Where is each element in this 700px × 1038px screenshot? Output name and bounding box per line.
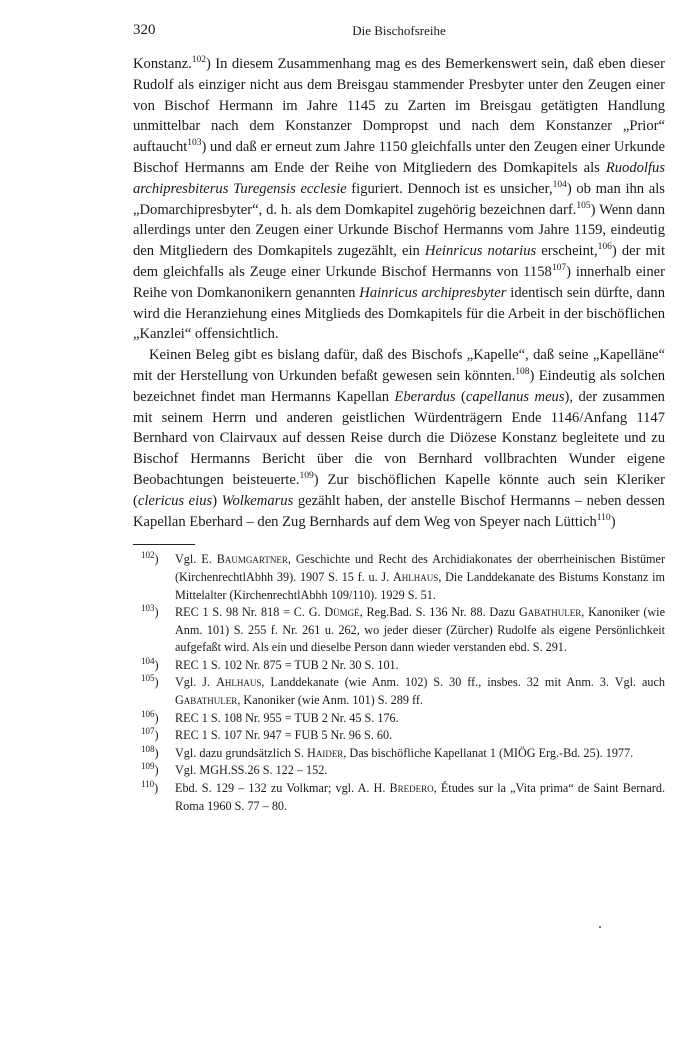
footnote-number-value: 106 — [141, 708, 155, 719]
footnote-number: $^{102}$) — [141, 550, 159, 567]
text-run: Ruodolfus archipresbiterus Turegensis ecclesie — [133, 159, 665, 197]
text-run: Gabathuler — [175, 693, 238, 708]
text-run: , Reg.Bad. S. 136 Nr. 88. Dazu — [359, 605, 519, 620]
text-run: Bredero — [389, 781, 434, 796]
text-run: Vgl. E. — [175, 552, 217, 567]
text-run: ) ob man ihn als „Domarchipresbyter“, d. h. als dem Domkapitel zugehörig bezeichnen darf. — [133, 180, 665, 218]
footnote — [133, 604, 665, 657]
body-text — [133, 54, 665, 532]
footnote-number-value: 103 — [141, 603, 155, 614]
text-run: Konstanz. — [133, 56, 192, 72]
footnote-ref: 106 — [597, 242, 612, 253]
text-run: Vgl. dazu grundsätzlich S. — [175, 745, 308, 760]
text-run: gezählt haben, der anstelle Bischof Hermanns – neben dessen Kapellan Eberhard – den Zug Bernhards auf dem Weg von Speyer nach Lüttich — [133, 492, 665, 530]
text-run: Ahlhaus — [216, 675, 262, 690]
footnote-number-value: 104 — [141, 655, 155, 666]
text-run: ) Eindeutig als solchen bezeichnet findet man Hermanns Kapellan — [133, 367, 665, 405]
text-run: Vgl. J. — [175, 675, 217, 690]
text-run: Wolkemarus — [221, 492, 294, 509]
print-speck — [599, 926, 601, 928]
text-run: ( — [455, 388, 466, 405]
footnote-number: $^{109}$) — [141, 761, 159, 778]
footnote-number-value: 107 — [141, 726, 155, 737]
footnote — [133, 745, 665, 763]
footnote-ref: 105 — [576, 200, 591, 211]
footnote-separator — [133, 544, 195, 545]
footnote-ref: 104 — [552, 179, 567, 190]
text-run: figuriert. Dennoch ist es unsicher, — [346, 180, 553, 197]
text-run: , Kanoniker (wie Anm. 101) S. 255 f. Nr. 261 u. 262, wo jeder dieser (Zürcher) Rudolfe als eigene Persönlichkeit aufgefaßt wird. Als ein und dieselbe Person dann wieder verstanden ebd. S. 291. — [175, 605, 665, 655]
footnote-ref: 108 — [515, 366, 530, 377]
text-run: ) Wenn dann allerdings unter den Zeugen einer Urkunde Bischof Hermanns vom Jahre 1159, eindeutig den Mitgliedern des Domkapitels zugezählt, ein — [133, 201, 665, 260]
footnote-number-value: 105 — [141, 673, 155, 684]
book-page — [133, 22, 665, 815]
footnote-ref: 102 — [191, 55, 207, 65]
text-run: REC 1 S. 108 Nr. 955 = TUB 2 Nr. 45 S. 176. — [175, 710, 399, 725]
footnotes — [133, 551, 665, 815]
text-run: ) In diesem Zusammenhang mag es des Bemerkenswert sein, daß eben dieser Rudolf als einziger nicht aus dem Breisgau stammender Presbyter unter den Zeugen einer von Bischof Hermann im Jahre 1145 zu Zarten im Breisgau getätigten Handlung unmittelbar nach dem Konstanzer Dompropst und nach dem Konstanzer „Prior“ auftaucht — [133, 56, 665, 156]
text-run: Vgl. MGH.SS.26 S. 122 – 152. — [175, 763, 328, 778]
footnote — [133, 657, 665, 675]
footnote-number-value: 108 — [141, 743, 155, 754]
footnote-ref: 103 — [187, 138, 202, 149]
footnote — [133, 551, 665, 604]
footnote-ref: 107 — [551, 262, 567, 273]
running-title: Die Bischofsreihe — [352, 23, 446, 38]
text-run: Haider — [307, 745, 344, 760]
footnote-number: $^{106}$) — [141, 708, 159, 725]
text-run: Ebd. S. 129 – 132 zu Volkmar; vgl. A. H. — [175, 781, 390, 796]
text-run: ) der mit dem gleichfalls als Zeuge einer Urkunde Bischof Hermanns von 1158 — [133, 243, 665, 280]
footnote-number: $^{108}$) — [141, 743, 159, 760]
text-run: Baumgartner — [216, 552, 288, 567]
page-header — [133, 22, 665, 46]
page-number: 320 — [133, 22, 156, 38]
footnote-number: $^{105}$) — [141, 673, 159, 690]
text-run: , Landdekanate (wie Anm. 102) S. 30 ff., insbes. 32 mit Anm. 3. Vgl. auch — [261, 675, 665, 690]
text-run: REC 1 S. 107 Nr. 947 = FUB 5 Nr. 96 S. 60. — [175, 728, 393, 743]
text-run: REC 1 S. 102 Nr. 875 = TUB 2 Nr. 30 S. 101. — [175, 657, 399, 672]
paragraph — [133, 345, 665, 532]
text-run: identisch sein dürfte, dann wird die Heranziehung eines Mitglieds des Domkapitels für die Arbeit in der bischöflichen „Kanzlei“ offensichtlich. — [133, 284, 665, 343]
text-run: REC 1 S. 98 Nr. 818 = C. G. — [175, 605, 325, 620]
footnote-number-value: 102 — [141, 550, 155, 561]
paragraph — [133, 54, 665, 345]
text-run: Ahlhaus — [393, 569, 439, 584]
text-run: , Kanoniker (wie Anm. 101) S. 289 ff. — [237, 693, 423, 708]
footnote — [133, 727, 665, 745]
text-run: Eberardus — [394, 388, 456, 405]
footnote-ref: 110 — [596, 512, 611, 523]
footnote-number: $^{107}$) — [141, 726, 159, 743]
text-run: , Geschichte und Recht des Archidiakonates der oberrheinischen Bistümer (KirchenrechtlAbhh 39). 1907 S. 15 f. u. J. — [175, 552, 666, 584]
text-run: Dümgé — [324, 605, 360, 620]
text-run: Keinen Beleg gibt es bislang dafür, daß des Bischofs „Kapelle“, daß seine „Kapelläne“ mit der Herstellung von Urkunden befaßt gewesen sein könnten. — [133, 347, 665, 384]
text-run: Heinricus notarius — [424, 243, 537, 260]
footnote — [133, 780, 665, 815]
text-run: Hainricus archipresbyter — [359, 284, 507, 301]
text-run: , Études sur la „Vita prima“ de Saint Bernard. Roma 1960 S. 77 – 80. — [175, 781, 665, 813]
text-run: ), der zusammen mit seinem Herrn und anderen geistlichen Würdenträgern Ende 1146/Anfang 1147 Bernhard von Clairvaux auf dessen Reise durch die Diözese Konstanz begleitete und zu Bischof Hermanns Bericht über die von Bernhard vollbrachten Wunder eigene Beobachtungen beisteuerte. — [133, 388, 665, 488]
footnote-number: $^{110}$) — [141, 779, 159, 796]
footnote — [133, 762, 665, 780]
text-run: clericus eius — [137, 492, 213, 509]
footnote — [133, 674, 665, 709]
text-run: ) — [610, 513, 616, 530]
footnote — [133, 710, 665, 728]
footnote-number-value: 109 — [141, 761, 155, 772]
footnote-number: $^{103}$) — [141, 603, 159, 620]
text-run: , Das bischöfliche Kapellanat 1 (MIÖG Erg.-Bd. 25). 1977. — [343, 745, 634, 760]
text-run: ) Zur bischöflichen Kapelle könnte auch sein Kleriker ( — [133, 471, 665, 509]
text-run: ) innerhalb einer Reihe von Domkanonikern genannten — [133, 263, 665, 301]
footnote-number-value: 110 — [141, 779, 155, 790]
text-run: , Die Landdekanate des Bistums Konstanz im Mittelalter (KirchenrechtlAbhh 109/110). 1929 S. 51. — [175, 569, 666, 602]
text-run: ) und daß er erneut zum Jahre 1150 gleichfalls unter den Zeugen einer Urkunde Bischof Hermanns am Ende der Reihe von Mitgliedern des Domkapitels als — [133, 139, 665, 176]
footnote-number: $^{104}$) — [141, 655, 159, 672]
text-run: Gabathuler — [518, 605, 582, 620]
text-run: erscheint, — [536, 243, 598, 260]
text-run: capellanus meus — [465, 388, 565, 405]
footnote-ref: 109 — [299, 470, 314, 481]
text-run: ) — [212, 492, 222, 509]
